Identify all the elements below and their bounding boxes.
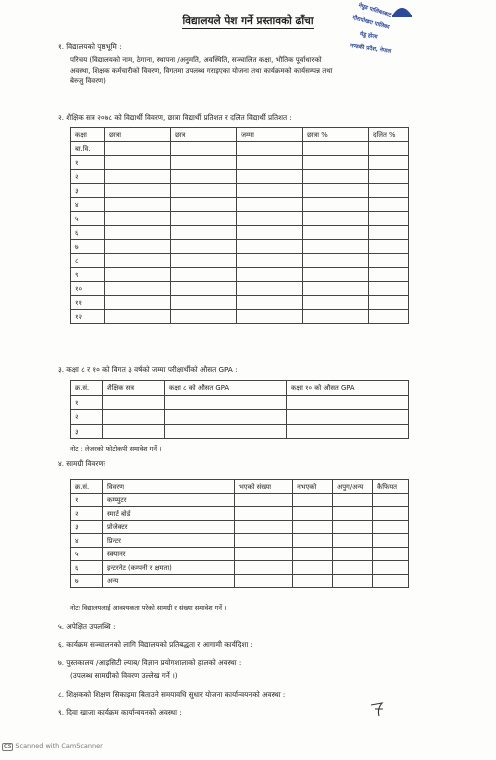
empty-cell bbox=[369, 226, 409, 240]
empty-cell bbox=[303, 226, 369, 240]
empty-cell bbox=[171, 170, 237, 184]
empty-cell bbox=[287, 395, 409, 410]
empty-cell bbox=[303, 240, 369, 254]
empty-cell bbox=[105, 184, 171, 198]
empty-cell bbox=[165, 424, 287, 439]
table-header-row bbox=[71, 381, 409, 396]
table-row bbox=[71, 395, 409, 410]
empty-cell bbox=[369, 212, 409, 226]
column-header: भएको संख्या bbox=[235, 480, 293, 494]
empty-cell bbox=[171, 156, 237, 170]
empty-cell bbox=[373, 547, 409, 561]
empty-cell bbox=[105, 198, 171, 212]
empty-cell bbox=[105, 226, 171, 240]
item-description: कम्प्युटर bbox=[103, 493, 235, 507]
empty-cell bbox=[235, 507, 293, 521]
empty-cell bbox=[293, 534, 333, 548]
empty-cell bbox=[303, 156, 369, 170]
empty-cell bbox=[333, 561, 373, 575]
empty-cell bbox=[369, 282, 409, 296]
row-label: ६ bbox=[71, 226, 105, 240]
row-label: २ bbox=[71, 410, 103, 425]
column-header: विवरण bbox=[103, 480, 235, 494]
empty-cell bbox=[369, 184, 409, 198]
empty-cell bbox=[303, 170, 369, 184]
item-description: इन्टरनेट (कम्पनी र क्षमता) bbox=[103, 561, 235, 575]
column-header: दलित % bbox=[369, 128, 409, 142]
empty-cell bbox=[373, 493, 409, 507]
empty-cell bbox=[105, 296, 171, 310]
section-6-heading: ६. कार्यक्रम सञ्चालनको लागि विद्यालयको प्रतिबद्धता र आगामी कार्यदिशा : bbox=[58, 640, 253, 649]
empty-cell bbox=[235, 493, 293, 507]
empty-cell bbox=[105, 310, 171, 324]
section-1-heading: १. विद्यालयको पृष्ठभूमि : bbox=[58, 42, 122, 51]
section-3-note: नोट : लेजरको फोटोकपी समावेश गर्ने । bbox=[70, 445, 162, 453]
section-2-heading: २. शैक्षिक सत्र २०७८ को विद्यार्थी विवरण, छात्रा विद्यार्थी प्रतिशत र दलित विद्यार्थी प्रतिशत : bbox=[58, 113, 292, 122]
table-row bbox=[71, 507, 409, 521]
empty-cell bbox=[237, 240, 303, 254]
empty-cell bbox=[237, 142, 303, 156]
item-description: अन्य bbox=[103, 574, 235, 588]
empty-cell bbox=[287, 410, 409, 425]
row-number: ४ bbox=[71, 534, 103, 548]
gpa-table bbox=[70, 380, 409, 439]
stamp-line: मेघुड पालिकाबाट bbox=[357, 2, 392, 20]
row-number: २ bbox=[71, 507, 103, 521]
row-label: ९ bbox=[71, 268, 105, 282]
empty-cell bbox=[303, 282, 369, 296]
empty-cell bbox=[369, 268, 409, 282]
row-label: ३ bbox=[71, 184, 105, 198]
row-label: ४ bbox=[71, 198, 105, 212]
column-header: छात्रा bbox=[105, 128, 171, 142]
empty-cell bbox=[333, 547, 373, 561]
empty-cell bbox=[373, 574, 409, 588]
empty-cell bbox=[105, 142, 171, 156]
section-4-heading: ४. सामग्री विवरणः bbox=[58, 459, 105, 468]
empty-cell bbox=[235, 547, 293, 561]
empty-cell bbox=[303, 184, 369, 198]
column-header: शैक्षिक सत्र bbox=[103, 381, 165, 396]
page-title: विद्यालयले पेश गर्ने प्रस्तावको ढाँचा bbox=[182, 15, 314, 27]
item-description: स्क्यानर bbox=[103, 547, 235, 561]
section-4-note: नोटः विद्यालयलाई आवश्यकता परेको सामग्री र संख्या समावेश गर्ने । bbox=[70, 604, 227, 612]
empty-cell bbox=[165, 395, 287, 410]
empty-cell bbox=[303, 268, 369, 282]
empty-cell bbox=[303, 296, 369, 310]
column-header: क्र.सं. bbox=[71, 381, 103, 396]
table-row bbox=[71, 156, 409, 170]
section-3-heading: ३. कक्षा ८ र १० को विगत ३ वर्षको जम्मा परीक्षार्थीको औसत GPA : bbox=[58, 365, 238, 374]
empty-cell bbox=[103, 410, 165, 425]
column-header: कक्षा १० को औसत GPA bbox=[287, 381, 409, 396]
empty-cell bbox=[369, 142, 409, 156]
empty-cell bbox=[237, 184, 303, 198]
empty-cell bbox=[369, 296, 409, 310]
row-label: १ bbox=[71, 156, 105, 170]
empty-cell bbox=[237, 198, 303, 212]
row-number: ३ bbox=[71, 520, 103, 534]
empty-cell bbox=[293, 561, 333, 575]
stamp-line: गौरापोखरा पालिका bbox=[351, 15, 391, 31]
row-number: १ bbox=[71, 493, 103, 507]
table-row bbox=[71, 561, 409, 575]
table-row bbox=[71, 534, 409, 548]
table-row bbox=[71, 310, 409, 324]
column-header: अपुग/अन्य bbox=[333, 480, 373, 494]
row-label: ७ bbox=[71, 240, 105, 254]
empty-cell bbox=[293, 493, 333, 507]
empty-cell bbox=[237, 254, 303, 268]
item-description: स्मार्ट बोर्ड bbox=[103, 507, 235, 521]
empty-cell bbox=[237, 296, 303, 310]
empty-cell bbox=[333, 534, 373, 548]
row-label: १ bbox=[71, 395, 103, 410]
column-header: नभएको bbox=[293, 480, 333, 494]
item-description: प्रिन्टर bbox=[103, 534, 235, 548]
empty-cell bbox=[303, 198, 369, 212]
table-row bbox=[71, 493, 409, 507]
table-row bbox=[71, 296, 409, 310]
empty-cell bbox=[171, 310, 237, 324]
table-row bbox=[71, 254, 409, 268]
table-header-row bbox=[71, 480, 409, 494]
table-row bbox=[71, 240, 409, 254]
empty-cell bbox=[171, 184, 237, 198]
table-row bbox=[71, 410, 409, 425]
row-label: २ bbox=[71, 170, 105, 184]
empty-cell bbox=[171, 212, 237, 226]
row-label: ५ bbox=[71, 212, 105, 226]
empty-cell bbox=[165, 410, 287, 425]
table-row bbox=[71, 170, 409, 184]
empty-cell bbox=[287, 424, 409, 439]
row-number: ५ bbox=[71, 547, 103, 561]
column-header: छात्र bbox=[171, 128, 237, 142]
empty-cell bbox=[369, 156, 409, 170]
row-label: ११ bbox=[71, 296, 105, 310]
row-number: ७ bbox=[71, 574, 103, 588]
empty-cell bbox=[303, 142, 369, 156]
empty-cell bbox=[369, 240, 409, 254]
row-label: ८ bbox=[71, 254, 105, 268]
table-header-row bbox=[71, 128, 409, 142]
table-row bbox=[71, 268, 409, 282]
section-5-heading: ५. अपेक्षित उपलब्धि : bbox=[58, 622, 116, 631]
empty-cell bbox=[293, 507, 333, 521]
section-7-heading: ७. पुस्तकालय /आइसिटी ल्याब/ विज्ञान प्रयोगशालाको हालको अवस्था : bbox=[58, 658, 242, 667]
empty-cell bbox=[369, 254, 409, 268]
empty-cell bbox=[369, 170, 409, 184]
empty-cell bbox=[333, 493, 373, 507]
section-9-heading: ९. दिवा खाजा कार्यक्रम कार्यान्वयनको अवस्था : bbox=[58, 708, 182, 717]
table-row bbox=[71, 226, 409, 240]
empty-cell bbox=[105, 268, 171, 282]
column-header: कक्षा bbox=[71, 128, 105, 142]
table-row bbox=[71, 212, 409, 226]
item-description: प्रोजेक्टर bbox=[103, 520, 235, 534]
handwritten-initial bbox=[368, 700, 388, 718]
official-stamp bbox=[330, 2, 422, 60]
empty-cell bbox=[237, 212, 303, 226]
table-row bbox=[71, 142, 409, 156]
empty-cell bbox=[369, 310, 409, 324]
empty-cell bbox=[373, 561, 409, 575]
empty-cell bbox=[303, 254, 369, 268]
empty-cell bbox=[373, 534, 409, 548]
section-7-subnote: (उपलब्ध सामग्रीको विवरण उल्लेख गर्ने ।) bbox=[70, 671, 178, 680]
column-header: छात्रा % bbox=[303, 128, 369, 142]
row-label: बा.वि. bbox=[71, 142, 105, 156]
empty-cell bbox=[235, 534, 293, 548]
row-label: १० bbox=[71, 282, 105, 296]
empty-cell bbox=[103, 424, 165, 439]
empty-cell bbox=[237, 282, 303, 296]
empty-cell bbox=[237, 310, 303, 324]
stamp-line: गण्डकी प्रदेश, नेपाल bbox=[349, 43, 392, 55]
table-row bbox=[71, 547, 409, 561]
stamp-line: मेडु होला bbox=[359, 31, 378, 41]
empty-cell bbox=[373, 520, 409, 534]
empty-cell bbox=[235, 574, 293, 588]
scanner-footer: CS Scanned with CamScanner bbox=[4, 742, 103, 750]
row-label: ३ bbox=[71, 424, 103, 439]
empty-cell bbox=[333, 574, 373, 588]
empty-cell bbox=[293, 547, 333, 561]
scanner-logo-icon: CS bbox=[4, 744, 12, 750]
section-1-body: परिचय (विद्यालयको नाम, ठेगाना, स्थापना /अनुमति, अवस्थिति, सञ्चालित कक्षा, भौतिक पूर्वाधारको अवस्था, शिक्षक कर्मचारीको विवरण, विगतमा उपलब्ध गराइएका योजना तथा कार्यक्रमको कार्यसम्पन्न तथा बेरुजु विवरण) bbox=[70, 56, 333, 85]
empty-cell bbox=[171, 282, 237, 296]
empty-cell bbox=[105, 282, 171, 296]
materials-table bbox=[70, 479, 409, 588]
empty-cell bbox=[369, 198, 409, 212]
empty-cell bbox=[171, 254, 237, 268]
empty-cell bbox=[103, 395, 165, 410]
empty-cell bbox=[237, 226, 303, 240]
row-label: १२ bbox=[71, 310, 105, 324]
table-row bbox=[71, 520, 409, 534]
empty-cell bbox=[171, 226, 237, 240]
empty-cell bbox=[105, 212, 171, 226]
empty-cell bbox=[105, 156, 171, 170]
empty-cell bbox=[105, 254, 171, 268]
empty-cell bbox=[303, 212, 369, 226]
row-number: ६ bbox=[71, 561, 103, 575]
table-row bbox=[71, 282, 409, 296]
empty-cell bbox=[235, 561, 293, 575]
table-row bbox=[71, 198, 409, 212]
empty-cell bbox=[171, 296, 237, 310]
column-header: जम्मा bbox=[237, 128, 303, 142]
column-header: कैफियत bbox=[373, 480, 409, 494]
column-header: कक्षा ८ को औसत GPA bbox=[165, 381, 287, 396]
empty-cell bbox=[237, 156, 303, 170]
empty-cell bbox=[333, 507, 373, 521]
empty-cell bbox=[303, 310, 369, 324]
empty-cell bbox=[105, 170, 171, 184]
empty-cell bbox=[105, 240, 171, 254]
empty-cell bbox=[171, 268, 237, 282]
empty-cell bbox=[237, 268, 303, 282]
empty-cell bbox=[171, 198, 237, 212]
table-row bbox=[71, 184, 409, 198]
table-row bbox=[71, 574, 409, 588]
emblem-icon bbox=[390, 2, 414, 18]
table-row bbox=[71, 424, 409, 439]
empty-cell bbox=[235, 520, 293, 534]
empty-cell bbox=[293, 520, 333, 534]
empty-cell bbox=[171, 142, 237, 156]
empty-cell bbox=[293, 574, 333, 588]
empty-cell bbox=[237, 170, 303, 184]
column-header: क्र.सं. bbox=[71, 480, 103, 494]
section-8-heading: ८. शिक्षकको शिक्षण सिकाइमा बिताउने समयावधि सुधार योजना कार्यान्वयनको अवस्था : bbox=[58, 690, 286, 699]
empty-cell bbox=[171, 240, 237, 254]
empty-cell bbox=[373, 507, 409, 521]
empty-cell bbox=[333, 520, 373, 534]
student-table bbox=[70, 127, 409, 324]
